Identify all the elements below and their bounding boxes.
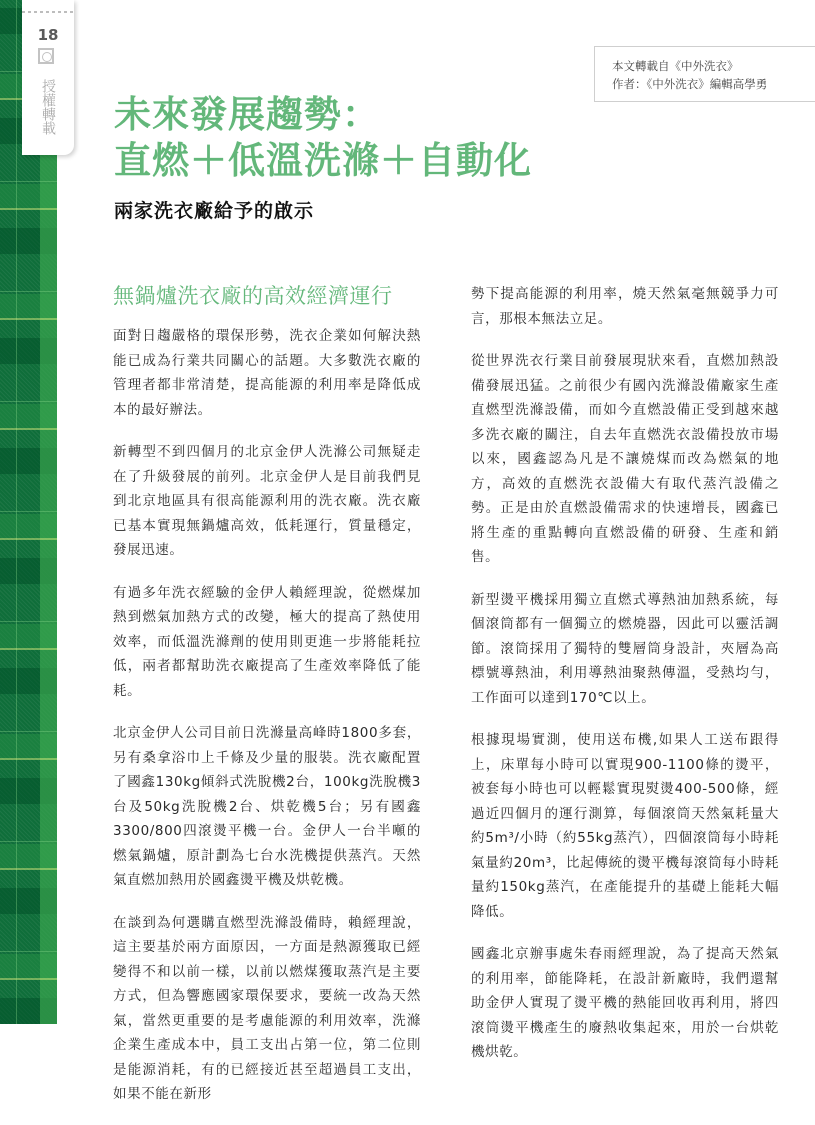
article-title xyxy=(114,92,532,184)
magazine-mark-icon xyxy=(38,48,54,64)
section-heading: 無鍋爐洗衣廠的高效經濟運行 xyxy=(113,284,393,308)
paragraph: 新轉型不到四個月的北京金伊人洗滌公司無疑走在了升級發展的前列。北京金伊人是目前我們見到北京地區具有很高能源利用的洗衣廠。洗衣廠已基本實現無鍋爐高效，低耗運行，質量穩定，發展迅速。 xyxy=(113,444,421,558)
section-tab xyxy=(22,0,74,155)
page-number: 18 xyxy=(37,26,59,44)
source-line-1: 本文轉載自《中外洗衣》 xyxy=(612,59,739,73)
section-label: 授權轉載 xyxy=(40,79,56,135)
source-line-2: 作者：《中外洗衣》編輯高學勇 xyxy=(612,77,768,91)
paragraph: 北京金伊人公司目前日洗滌量高峰時1800多套，另有桑拿浴巾上千條及少量的服裝。洗衣廠配置了國鑫130kg傾斜式洗脫機2台，100kg洗脫機3台及50kg洗脫機2台、烘乾機5台；另有國鑫3300/800四滾燙平機一台。金伊人一台半噸的燃氣鍋爐，原計劃為七台水洗機提供蒸汽。天然氣直燃加熱用於國鑫燙平機及烘乾機。 xyxy=(113,725,421,888)
paragraph: 面對日趨嚴格的環保形勢，洗衣企業如何解決熱能已成為行業共同關心的話題。大多數洗衣廠的管理者都非常清楚，提高能源的利用率是降低成本的最好辦法。 xyxy=(113,328,421,418)
article-subtitle: 兩家洗衣廠給予的啟示 xyxy=(114,200,315,222)
paragraph: 新型燙平機採用獨立直燃式導熱油加熱系統，每個滾筒都有一個獨立的燃燒器，因此可以靈活調節。滾筒採用了獨特的雙層筒身設計，夾層為高標號導熱油，利用導熱油聚熱傳溫，受熱均勻，工作面可以達到170℃以上。 xyxy=(471,591,779,706)
left-column xyxy=(113,282,421,1125)
paragraph: 在談到為何選購直燃型洗滌設備時，賴經理說，這主要基於兩方面原因，一方面是熱源獲取已經變得不和以前一樣，以前以燃煤獲取蒸汽是主要方式，但為響應國家環保要求，要統一改為天然氣，當然更重要的是考慮能源的利用效率，洗滌企業生產成本中，員工支出占第一位，第二位則是能源消耗，有的已經接近甚至超過員工支出，如果不能在新形 xyxy=(113,914,421,1102)
paragraph: 從世界洗衣行業目前發展現狀來看，直燃加熱設備發展迅猛。之前很少有國內洗滌設備廠家生產直燃型洗滌設備，而如今直燃設備正受到越來越多洗衣廠的關注，自去年直燃洗衣設備投放市場以來，國鑫認為凡是不讓燒煤而改為燃氣的地方，高效的直燃洗衣設備大有取代蒸汽設備之勢。正是由於直燃設備需求的快速增長，國鑫已將生產的重點轉向直燃設備的研發、生產和銷售。 xyxy=(471,353,779,565)
paragraph: 有過多年洗衣經驗的金伊人賴經理說，從燃煤加熱到燃氣加熱方式的改變，極大的提高了熱使用效率，而低溫洗滌劑的使用則更進一步將能耗拉低，兩者都幫助洗衣廠提高了生產效率降低了能耗。 xyxy=(113,584,421,699)
source-box xyxy=(594,46,815,102)
title-line-1: 未來發展趨勢： xyxy=(114,93,380,136)
paragraph: 勢下提高能源的利用率，燒天然氣毫無競爭力可言，那根本無法立足。 xyxy=(471,286,779,327)
right-column xyxy=(471,282,779,1083)
title-line-2: 直燃＋低溫洗滌＋自動化 xyxy=(114,139,532,182)
paragraph: 根據現場實測，使用送布機,如果人工送布跟得上，床單每小時可以實現900-1100條的燙平，被套每小時也可以輕鬆實現熨燙400-500條，經過近四個月的運行測算，每個滾筒天然氣耗量大約5m³/小時（約55kg蒸汽），四個滾筒每小時耗氣量約20m³，比起傳統的燙平機每滾筒每小時耗量約150kg蒸汽，在產能提升的基礎上能耗大幅降低。 xyxy=(471,732,779,920)
paragraph: 國鑫北京辦事處朱春雨經理說，為了提高天然氣的利用率，節能降耗，在設計新廠時，我們還幫助金伊人實現了燙平機的熱能回收再利用，將四滾筒燙平機產生的廢熱收集起來，用於一台烘乾機烘乾。 xyxy=(471,946,779,1060)
